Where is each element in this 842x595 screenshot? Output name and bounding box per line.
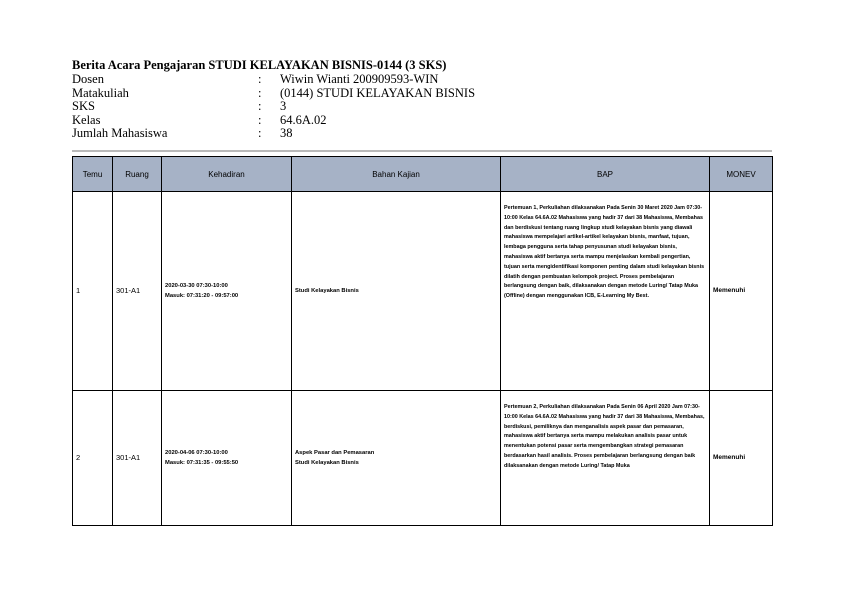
info-label: SKS: [72, 99, 95, 113]
info-value: (0144) STUDI KELAYAKAN BISNIS: [280, 85, 476, 100]
bap-text: Pertemuan 1, Perkuliahan dilaksanakan Pada Senin 30 Maret 2020 Jam 07:30-10:00 Kelas 64.6A.02 Mahasiswa yang hadir 37 dari 38 Mahasiswa, Membahas dan berdiskusi tentang ruang lingkup studi kelayakan bisnis yang diawali mahasiswa mempelajari artikel-artikel kelayakan bisnis, manfaat, tujuan, lembaga pengguna serta tahap penyusunan studi kelayakan bisnis, mahasiswa aktif bertanya serta mampu menjelaskan kembali pengertian, tujuan serta mengidentifikasi komponen penting dalam studi kelayakan bisnis dilatih dengan pembuatan kelompok project. Proses pembelajaran berlangsung dengan baik, dilaksanakan dengan metode Luring/ Tatap Muka (Offline) dengan menggunakan ICB, E-Learning My Best.: [504, 205, 705, 300]
info-row-kelas: [72, 114, 772, 128]
cell-bap: [501, 192, 710, 391]
info-colon: :: [258, 99, 262, 113]
info-colon: :: [258, 112, 262, 127]
bahan-kajian-line: Studi Kelayakan Bisnis: [295, 460, 359, 466]
column-header-monev: MONEV: [710, 157, 773, 192]
kehadiran-masuk: Masuk: 07:31:20 - 09:57:00: [165, 293, 239, 299]
bap-text: Pertemuan 2, Perkuliahan dilaksanakan Pada Senin 06 April 2020 Jam 07:30-10:00 Kelas 64.6A.02 Mahasiswa yang hadir 37 dari 38 Mahasiswa, Membahas, berdiskusi, pemiliknya dan menganalisis aspek pasar dan pemasaran, mahasiswa aktif bertanya serta mampu melakukan analisis pasar untuk menentukan potensi pasar serta mengembangkan strategi pemasaran berdasarkan hasil analisis. Proses pembelajaran berlangsung dengan baik dilaksanakan dengan metode Luring/ Tatap Muka: [504, 404, 705, 469]
bap-table: [72, 156, 773, 526]
column-header-kehadiran: Kehadiran: [162, 157, 292, 192]
table-header-row: [73, 157, 773, 192]
info-value: 3: [280, 99, 287, 113]
info-row-matakuliah: [72, 87, 772, 101]
info-value: 64.6A.02: [280, 112, 327, 127]
cell-bahan-kajian: [292, 391, 501, 526]
table-row: [73, 391, 773, 526]
column-header-bap: BAP: [501, 157, 710, 192]
table-row: [73, 192, 773, 391]
column-header-temu: Temu: [73, 157, 113, 192]
cell-bap: [501, 391, 710, 526]
info-colon: :: [258, 72, 262, 86]
info-label: Matakuliah: [72, 85, 129, 100]
info-label: Jumlah Mahasiswa: [72, 126, 168, 140]
cell-bahan-kajian: [292, 192, 501, 391]
document-header: [72, 58, 772, 141]
info-row-sks: [72, 100, 772, 114]
cell-ruang: 301-A1: [113, 391, 162, 526]
cell-kehadiran: [162, 391, 292, 526]
cell-kehadiran: [162, 192, 292, 391]
header-divider: [72, 150, 772, 152]
kehadiran-masuk: Masuk: 07:31:35 - 09:55:50: [165, 460, 239, 466]
info-row-dosen: [72, 73, 772, 87]
info-colon: :: [258, 126, 262, 140]
kehadiran-schedule: 2020-03-30 07:30-10:00: [165, 283, 228, 289]
bahan-kajian-line: Aspek Pasar dan Pemasaran: [295, 450, 375, 456]
info-label: Kelas: [72, 112, 101, 127]
cell-temu: 2: [73, 391, 113, 526]
kehadiran-schedule: 2020-04-06 07:30-10:00: [165, 450, 228, 456]
info-label: Dosen: [72, 72, 104, 86]
info-value: 38: [280, 126, 293, 140]
column-header-bahan-kajian: Bahan Kajian: [292, 157, 501, 192]
column-header-ruang: Ruang: [113, 157, 162, 192]
info-value: Wiwin Wianti 200909593-WIN: [280, 72, 439, 86]
bahan-kajian-line: Studi Kelayakan Bisnis: [295, 288, 359, 294]
info-row-jumlah-mahasiswa: [72, 127, 772, 141]
cell-ruang: 301-A1: [113, 192, 162, 391]
cell-monev: Memenuhi: [710, 391, 773, 526]
info-colon: :: [258, 85, 262, 100]
cell-monev: Memenuhi: [710, 192, 773, 391]
document-title: Berita Acara Pengajaran STUDI KELAYAKAN BISNIS-0144 (3 SKS): [72, 58, 447, 72]
cell-temu: 1: [73, 192, 113, 391]
